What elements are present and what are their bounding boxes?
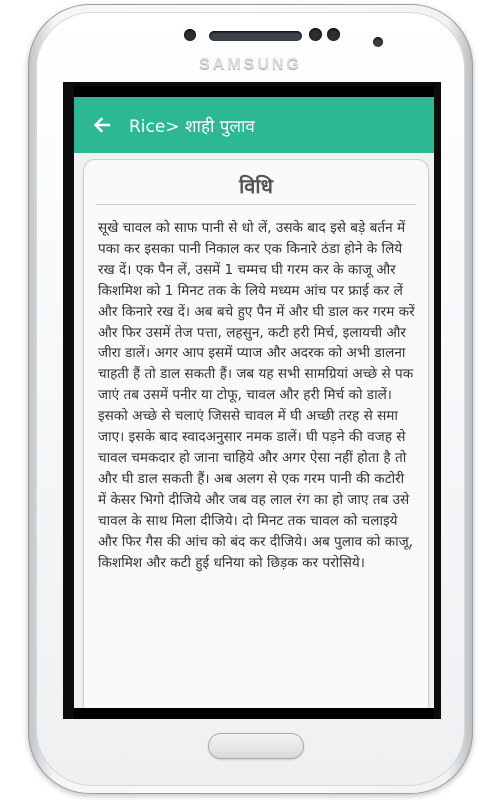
card-heading: विधि [239, 174, 273, 198]
content-area[interactable] [74, 153, 434, 708]
earpiece-speaker [209, 31, 302, 41]
brand-logo: SAMSUNG [199, 56, 302, 73]
toolbar-title: Rice> शाही पुलाव [129, 116, 255, 137]
nav-bar [74, 708, 434, 719]
arrow-back-icon[interactable] [91, 114, 113, 136]
sensor-dot-right-2 [327, 28, 340, 41]
app-toolbar [74, 97, 434, 153]
method-text: सूखे चावल को साफ पानी से धो लें, उसके बाद इसे बड़े बर्तन में पका कर इसका पानी निकाल कर एक किनारे ठंडा होने के लिये रख दें। एक पैन लें, उसमें 1 चम्मच घी गरम कर के काजू और किशमिश को 1 मिनट तक के लिये मध्यम आंच पर फ्राई कर लें और किनारे रख दें। अब बचे हुए पैन में और घी डाल कर गरम करें और फिर उसमें तेज पत्ता, लहसुन, कटी हरी मिर्च, इलायची और जीरा डालें। अगर आप इसमें प्याज और अदरक को अभी डालना चाहती हैं तो डाल सकती हैं। जब यह सभी सामग्रियां अच्छे से पक जाएं तब उसमें पनीर या टोफू, चावल और हरी मिर्च को डालें। इसको अच्छे से चलाएं जिससे चावल में घी अच्छी तरह से समा जाए। इसके बाद स्वादअनुसार नमक डालें। घी पड़ने की वजह से चावल चमकदार हो जाना चाहिये और अगर ऐसा नहीं होता है तो और घी डाल सकती हैं। अब अलग से एक गरम पानी की कटोरी में केसर भिगो दीजिये और जब वह लाल रंग का हो जाए तब उसे चावल के साथ मिला दीजिये। दो मिनट तक चावल को चलाइये और फिर गैस की आंच को बंद कर दीजिये। अब पुलाव को काजू, किशमिश और कटी हुई धनिया को छिड़क कर परोसिये। [98, 220, 415, 571]
front-camera [373, 37, 383, 47]
status-bar [74, 86, 434, 97]
home-button[interactable] [208, 733, 304, 759]
sensor-dot-left [184, 29, 196, 41]
sensor-dot-right-1 [309, 28, 322, 41]
heading-divider [96, 204, 416, 205]
method-card [83, 159, 429, 708]
